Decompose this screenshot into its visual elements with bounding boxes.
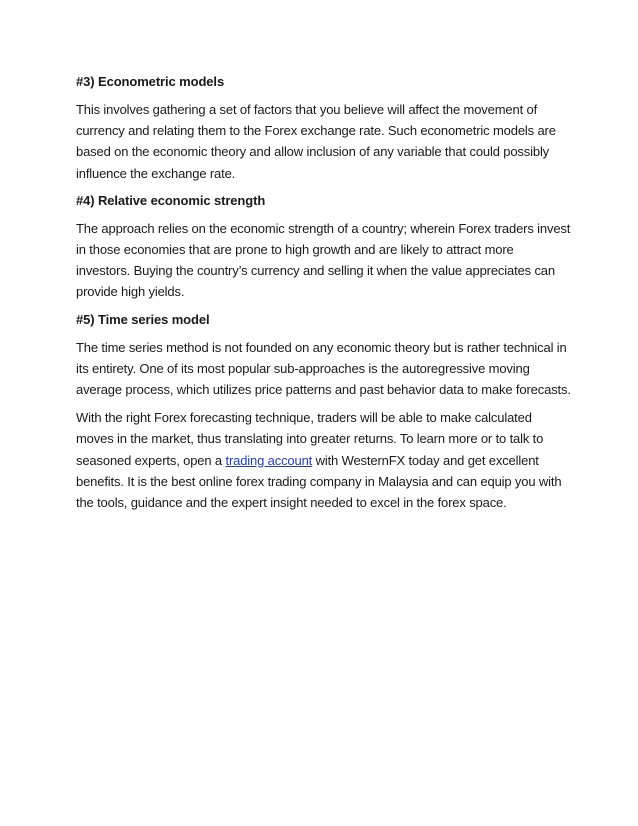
closing-text-before-link: With the right Forex forecasting technique, traders will be able to make calculated moves in the market, thus translating into greater returns. To learn more or to talk to seasoned experts, open a xyxy=(76,410,544,468)
closing-text-after-link: with WesternFX today and get excellent benefits. It is the best online forex trading company in Malaysia and can equip you with the tools, guidance and the expert insight needed to excel in the forex space. xyxy=(76,452,562,511)
closing-paragraph xyxy=(76,407,571,513)
section-heading-relative-economic-strength: #4) Relative economic strength xyxy=(76,192,266,208)
section-heading-time-series-model: #5) Time series model xyxy=(76,311,210,327)
section-heading-econometric-models: #3) Econometric models xyxy=(76,74,225,89)
section-paragraph-relative-economic-strength: The approach relies on the economic strength of a country; wherein Forex traders invest in those economies that are prone to high growth and are likely to attract more investors. Buying the country’s currency and selling it when the value appreciates can provide high yields. xyxy=(76,220,571,300)
document-page xyxy=(76,72,571,520)
section-paragraph-time-series-model: The time series method is not founded on any economic theory but is rather technical in its entirety. One of its most popular sub-approaches is the autoregressive moving average process, which utilizes price patterns and past behavior data to make forecasts. xyxy=(76,339,571,398)
section-paragraph-econometric-models: This involves gathering a set of factors that you believe will affect the movement of currency and relating them to the Forex exchange rate. Such econometric models are based on the economic theory and allow inclusion of any variable that could possibly influence the exchange rate. xyxy=(76,102,556,181)
trading-account-link[interactable]: trading account xyxy=(225,452,313,468)
